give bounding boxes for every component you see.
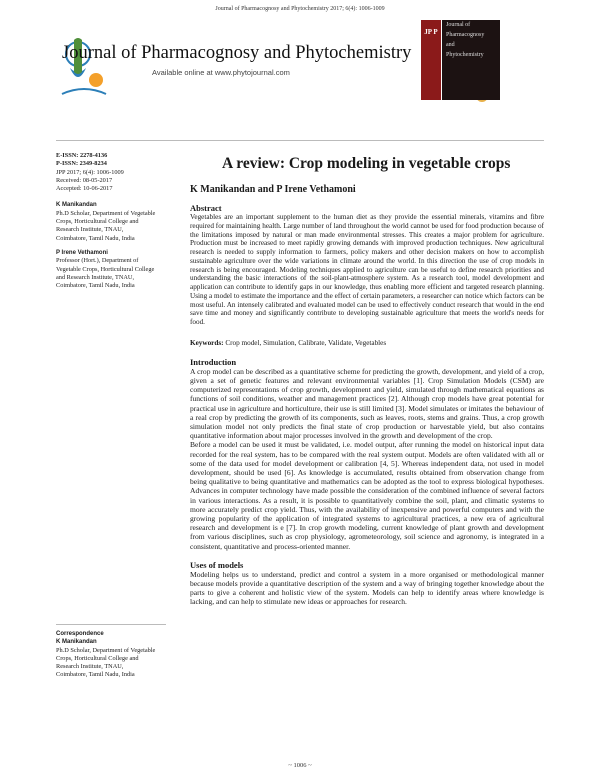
header-divider [56, 140, 544, 141]
article-body [190, 154, 544, 607]
correspondence-name: K Manikandan [56, 639, 97, 646]
journal-title: Journal of Pharmacognosy and Phytochemistry [62, 43, 412, 63]
cover-line: and [446, 42, 455, 48]
affiliation-text: Ph.D Scholar, Department of Vegetable Crops, Horticultural College and Research Institute, TNAU, Coimbatore, Tamil Nadu, India [56, 209, 156, 242]
introduction-paragraph-1: A crop model can be described as a quantitative scheme for predicting the growth, development, and yield of a crop, given a set of genetic features and relevant environmental variables [1]. Crop Simulation Models (CSM) are computerized representations of crop growth, development and yield, simulated through mathematical equations as functions of soil conditions, weather and management practices [2]. Although crop models have great potential for practical use in agriculture and horticulture, their use is still limited [3]. Model simulates or imitates the behaviour of a real crop by predicting the growth of its components, such as leaves, roots, stems and grains. Thus, a crop growth simulation model not only predicts the final state of crop production or harvestable yield, but also contains quantitative information about major processes involved in the growth and development of the crop. [190, 366, 544, 441]
journal-subtitle: Available online at www.phytojournal.com [152, 68, 290, 77]
correspondence-divider [56, 624, 166, 625]
banner-title-area [118, 16, 452, 116]
correspondence-text: Ph.D Scholar, Department of Vegetable Crops, Horticultural College and Research Institute, TNAU, Coimbatore, Tamil Nadu, India [56, 646, 156, 679]
journal-cover-thumbnail [442, 20, 500, 100]
cover-line: Journal of [446, 22, 471, 28]
pissn: P-ISSN: 2349-8234 [56, 160, 107, 168]
keywords [190, 339, 544, 347]
page-number: ~ 1006 ~ [288, 762, 312, 769]
keywords-label: Keywords: [190, 338, 224, 347]
affiliation-2 [56, 249, 156, 290]
eissn: E-ISSN: 2278-4136 [56, 152, 108, 159]
article-authors: K Manikandan and P Irene Vethamoni [190, 184, 356, 195]
uses-of-models-heading: Uses of models [190, 559, 244, 570]
abstract-text: Vegetables are an important supplement to the human diet as they provide the essential minerals, vitamins and fibre required for maintaining health. Large number of land throughout the world cannot be used for food production because of the limitations imposed by natural or man made environmental stresses. This creates a major problem for agriculture. Production must be increased to meet rapidly growing demands with improved production techniques. New agricultural research is needed to supply information to farmers, policy makers and other decision makers on how to accomplish sustainable agriculture over the wide variations in climate around the world. In this direction the use of crop models in research is being encouraged. Modeling techniques applied to agriculture can be useful to define research priorities and understanding the basic interactions of the soil-plant-atmosphere system. As a research tool, model development and application can contribute to identify gaps in our knowledge, thus enabling more efficient and targeted research planning. Using a model to estimate the importance and the effect of certain parameters, a researcher can notice which factors can be most useful. An intensely calibrated and evaluated model can be used to effectively conduct research that would in the end save time and money and significantly contribute to developing sustainable agriculture that meets the world's needs for food. [190, 213, 544, 326]
running-head: Journal of Pharmacognosy and Phytochemistry 2017; 6(4): 1006-1009 [215, 6, 385, 12]
affiliation-1 [56, 201, 156, 242]
correspondence-label: Correspondence [56, 631, 104, 637]
journal-logo-icon [56, 16, 112, 116]
cover-spine [421, 20, 441, 100]
correspondence-block [56, 630, 156, 680]
affiliation-text: Professor (Hort.), Department of Vegetable Crops, Horticultural College and Research Institute, TNAU, Coimbatore, Tamil Nadu, India [56, 257, 155, 290]
affiliation-name: P Irene Vethamoni [56, 249, 108, 256]
introduction-heading: Introduction [190, 356, 237, 367]
accepted-date: Accepted: 10-06-2017 [56, 185, 113, 193]
cover-mark: JP P [424, 28, 438, 36]
article-metadata-sidebar [56, 152, 156, 290]
uses-of-models-paragraph: Modeling helps us to understand, predict and control a system in a more organised or methodological manner because models provide a quantitative description of the system and a way of bringing together knowledge about the parts to give a coherent and holistic view of the system. Models can help to identify areas where knowledge is lacking, and can help to stimulate new ideas or approaches for research. [190, 569, 544, 607]
introduction-paragraph-2: Before a model can be used it must be validated, i.e. model output, after running the model on historical input data recorded for the real system, has to be compared with the real system output. Models are often validated with all or some of the data used for model development or calibration [4, 5]. Whereas independent data, not used in model development, should be used [6]. As knowledge is accumulated, results obtained from observation change from being qualitative to being quantitative and mathematics can be adopted as the tool to express biological hypotheses. Advances in computer technology have made possible the consideration of the combined influence of several factors in various interactions. As a result, it is possible to quantitatively combine the soil, plant, and climatic systems to more accurately predict crop yield. Thus, with the availability of inexpensive and powerful computers and with the growing popularity of the application of integrated systems to agricultural practices, a new era of agricultural research and development is e [7]. In crop growth modeling, current knowledge of plant growth and development from various disciplines, such as crop physiology, agrometeorology, soil science and agronomy, is integrated in a consistent, quantitative and process-oriented manner. [190, 440, 544, 551]
cover-line: Pharmacognosy [446, 32, 485, 38]
affiliation-name: K Manikandan [56, 202, 97, 209]
received-date: Received: 08-05-2017 [56, 176, 113, 184]
jpp-citation: JPP 2017; 6(4): 1006-1009 [56, 168, 124, 176]
keywords-list: Crop model, Simulation, Calibrate, Validate, Vegetables [225, 338, 387, 347]
abstract-heading: Abstract [190, 203, 222, 213]
cover-line: Phytochemistry [446, 52, 484, 58]
article-title: A review: Crop modeling in vegetable crops [222, 155, 511, 172]
